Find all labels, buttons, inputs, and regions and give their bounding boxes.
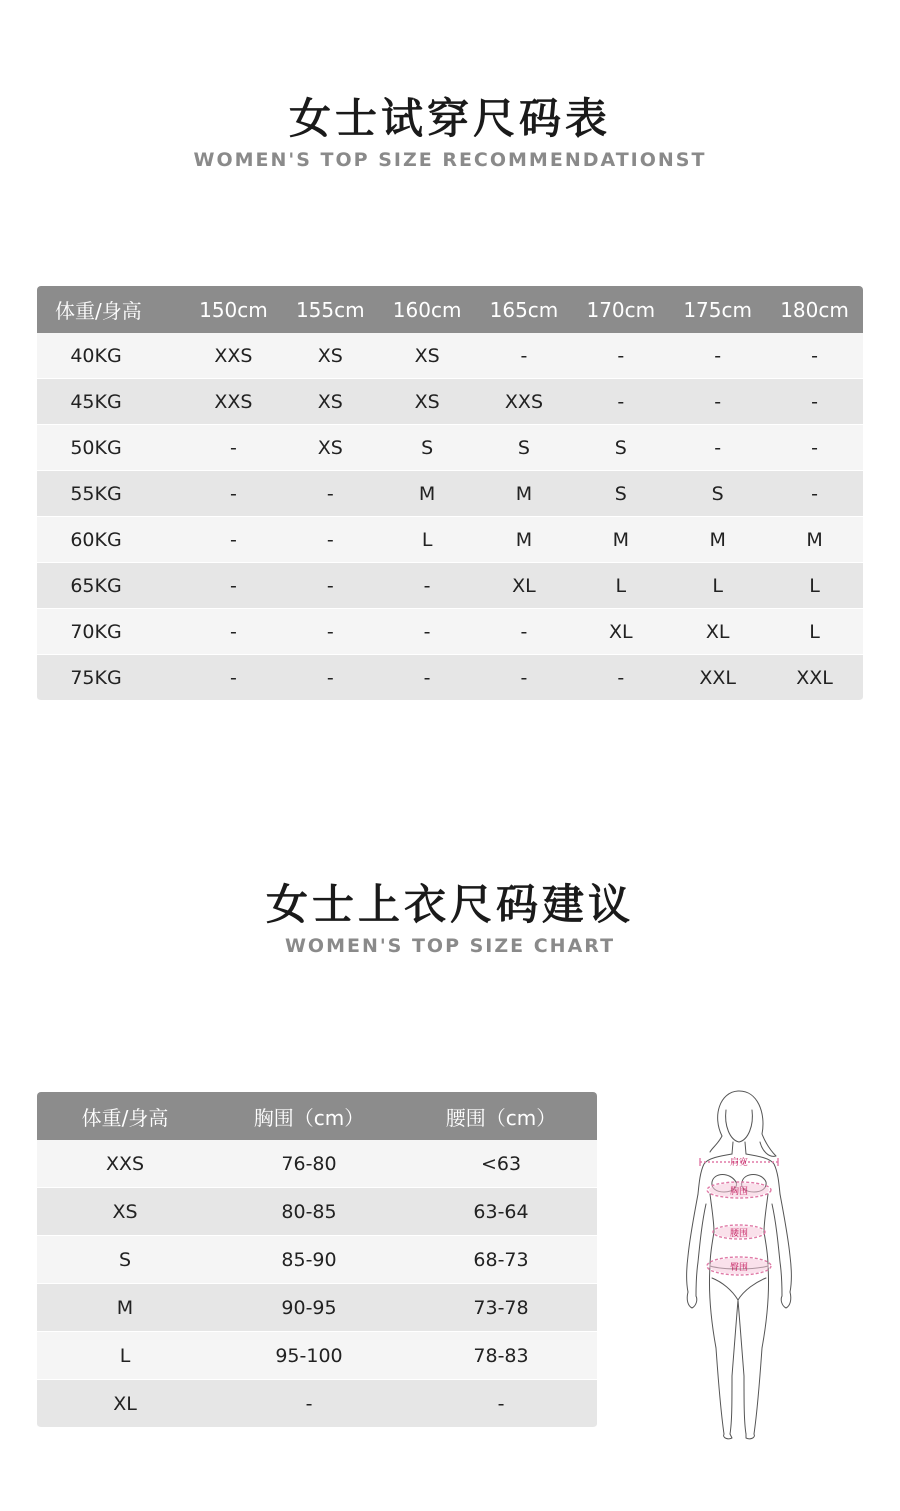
row-label-cell: 55KG (37, 471, 185, 517)
header-180cm: 180cm (766, 286, 863, 333)
table-cell: XXS (476, 379, 573, 425)
header-165cm: 165cm (476, 286, 573, 333)
chest-label: 胸围 (730, 1187, 749, 1197)
table-row (37, 609, 863, 655)
row-label-cell: 40KG (37, 333, 185, 379)
table-cell: M (669, 517, 766, 563)
table-cell: L (766, 609, 863, 655)
table-cell: - (282, 609, 379, 655)
table-cell: M (476, 471, 573, 517)
table-row (37, 425, 863, 471)
row-label-cell: 50KG (37, 425, 185, 471)
table-cell: - (282, 655, 379, 701)
row-label-cell: 70KG (37, 609, 185, 655)
header-160cm: 160cm (379, 286, 476, 333)
size-recommendation-title: 女士试穿尺码表 (288, 94, 611, 143)
table-row (37, 655, 863, 701)
table-cell: XL (476, 563, 573, 609)
table-cell: - (476, 333, 573, 379)
table-cell: 63-64 (405, 1188, 597, 1236)
top-size-chart-table (37, 1092, 597, 1428)
table-cell: - (476, 655, 573, 701)
table-cell: - (572, 333, 669, 379)
table-row (37, 563, 863, 609)
table-row (37, 1140, 597, 1188)
table-cell: XL (572, 609, 669, 655)
table-cell: 68-73 (405, 1236, 597, 1284)
table-cell: 95-100 (213, 1332, 405, 1380)
table-cell: - (185, 655, 282, 701)
header-175cm: 175cm (669, 286, 766, 333)
size-recommendation-table (37, 286, 863, 701)
table-cell: - (766, 379, 863, 425)
table-cell: - (766, 425, 863, 471)
table-cell: - (185, 425, 282, 471)
table-cell: - (379, 563, 476, 609)
table-cell: <63 (405, 1140, 597, 1188)
table-cell: - (185, 563, 282, 609)
table-cell: - (476, 609, 573, 655)
header-chest: 胸围（cm） (213, 1092, 405, 1140)
table-row (37, 1380, 597, 1428)
table-cell: 90-95 (213, 1284, 405, 1332)
row-label-cell: M (37, 1284, 213, 1332)
female-body-outline-icon (676, 1086, 802, 1442)
header-size: 体重/身高 (37, 1092, 213, 1140)
table-cell: - (185, 609, 282, 655)
table-cell: S (572, 471, 669, 517)
table-header-row (37, 286, 863, 333)
table-cell: - (766, 471, 863, 517)
table-cell: - (572, 379, 669, 425)
table-row (37, 517, 863, 563)
table-row (37, 379, 863, 425)
table-cell: XS (282, 333, 379, 379)
table-cell: 76-80 (213, 1140, 405, 1188)
table-cell: M (572, 517, 669, 563)
shoulder-label: 肩宽 (730, 1158, 749, 1168)
table-header-row (37, 1092, 597, 1140)
row-label-cell: L (37, 1332, 213, 1380)
table-cell: L (379, 517, 476, 563)
header-170cm: 170cm (572, 286, 669, 333)
table-cell: XS (379, 333, 476, 379)
table-cell: 80-85 (213, 1188, 405, 1236)
table-cell: XXS (185, 379, 282, 425)
table-cell: S (476, 425, 573, 471)
table-cell: - (185, 471, 282, 517)
table-row (37, 1332, 597, 1380)
table-cell: - (282, 471, 379, 517)
table-cell: 78-83 (405, 1332, 597, 1380)
table-cell: - (282, 563, 379, 609)
table-cell: - (379, 655, 476, 701)
header-150cm: 150cm (185, 286, 282, 333)
table-cell: - (572, 655, 669, 701)
table-cell: XXL (766, 655, 863, 701)
table-cell: M (379, 471, 476, 517)
table-cell: XS (282, 379, 379, 425)
table-cell: M (476, 517, 573, 563)
table-cell: XS (282, 425, 379, 471)
table-cell: S (572, 425, 669, 471)
table-row (37, 1236, 597, 1284)
row-label-cell: 75KG (37, 655, 185, 701)
header-weight-height: 体重/身高 (37, 286, 185, 333)
table-cell: XXS (185, 333, 282, 379)
table-cell: 85-90 (213, 1236, 405, 1284)
table-cell: L (572, 563, 669, 609)
top-size-chart-subtitle: WOMEN'S TOP SIZE CHART (284, 935, 616, 957)
table-row (37, 1188, 597, 1236)
table-cell: - (405, 1380, 597, 1428)
hip-label: 臀围 (730, 1263, 749, 1273)
top-size-chart-title: 女士上衣尺码建议 (265, 880, 634, 929)
table-cell: XXL (669, 655, 766, 701)
table-cell: M (766, 517, 863, 563)
table-cell: XS (379, 379, 476, 425)
body-measurement-figure (676, 1086, 802, 1442)
table-cell: - (282, 517, 379, 563)
row-label-cell: 45KG (37, 379, 185, 425)
waist-label: 腰围 (730, 1229, 749, 1239)
table-cell: XL (669, 609, 766, 655)
header-155cm: 155cm (282, 286, 379, 333)
table-cell: - (213, 1380, 405, 1428)
table-cell: L (766, 563, 863, 609)
table-cell: - (379, 609, 476, 655)
row-label-cell: 65KG (37, 563, 185, 609)
table-row (37, 333, 863, 379)
table-cell: - (766, 333, 863, 379)
row-label-cell: 60KG (37, 517, 185, 563)
size-recommendation-subtitle: WOMEN'S TOP SIZE RECOMMENDATIONST (193, 149, 707, 171)
table-cell: - (185, 517, 282, 563)
row-label-cell: S (37, 1236, 213, 1284)
table-row (37, 1284, 597, 1332)
table-row (37, 471, 863, 517)
header-waist: 腰围（cm） (405, 1092, 597, 1140)
table-cell: - (669, 425, 766, 471)
table-cell: L (669, 563, 766, 609)
row-label-cell: XL (37, 1380, 213, 1428)
table-cell: S (669, 471, 766, 517)
table-cell: 73-78 (405, 1284, 597, 1332)
row-label-cell: XS (37, 1188, 213, 1236)
table-cell: - (669, 333, 766, 379)
row-label-cell: XXS (37, 1140, 213, 1188)
table-cell: S (379, 425, 476, 471)
table-cell: - (669, 379, 766, 425)
